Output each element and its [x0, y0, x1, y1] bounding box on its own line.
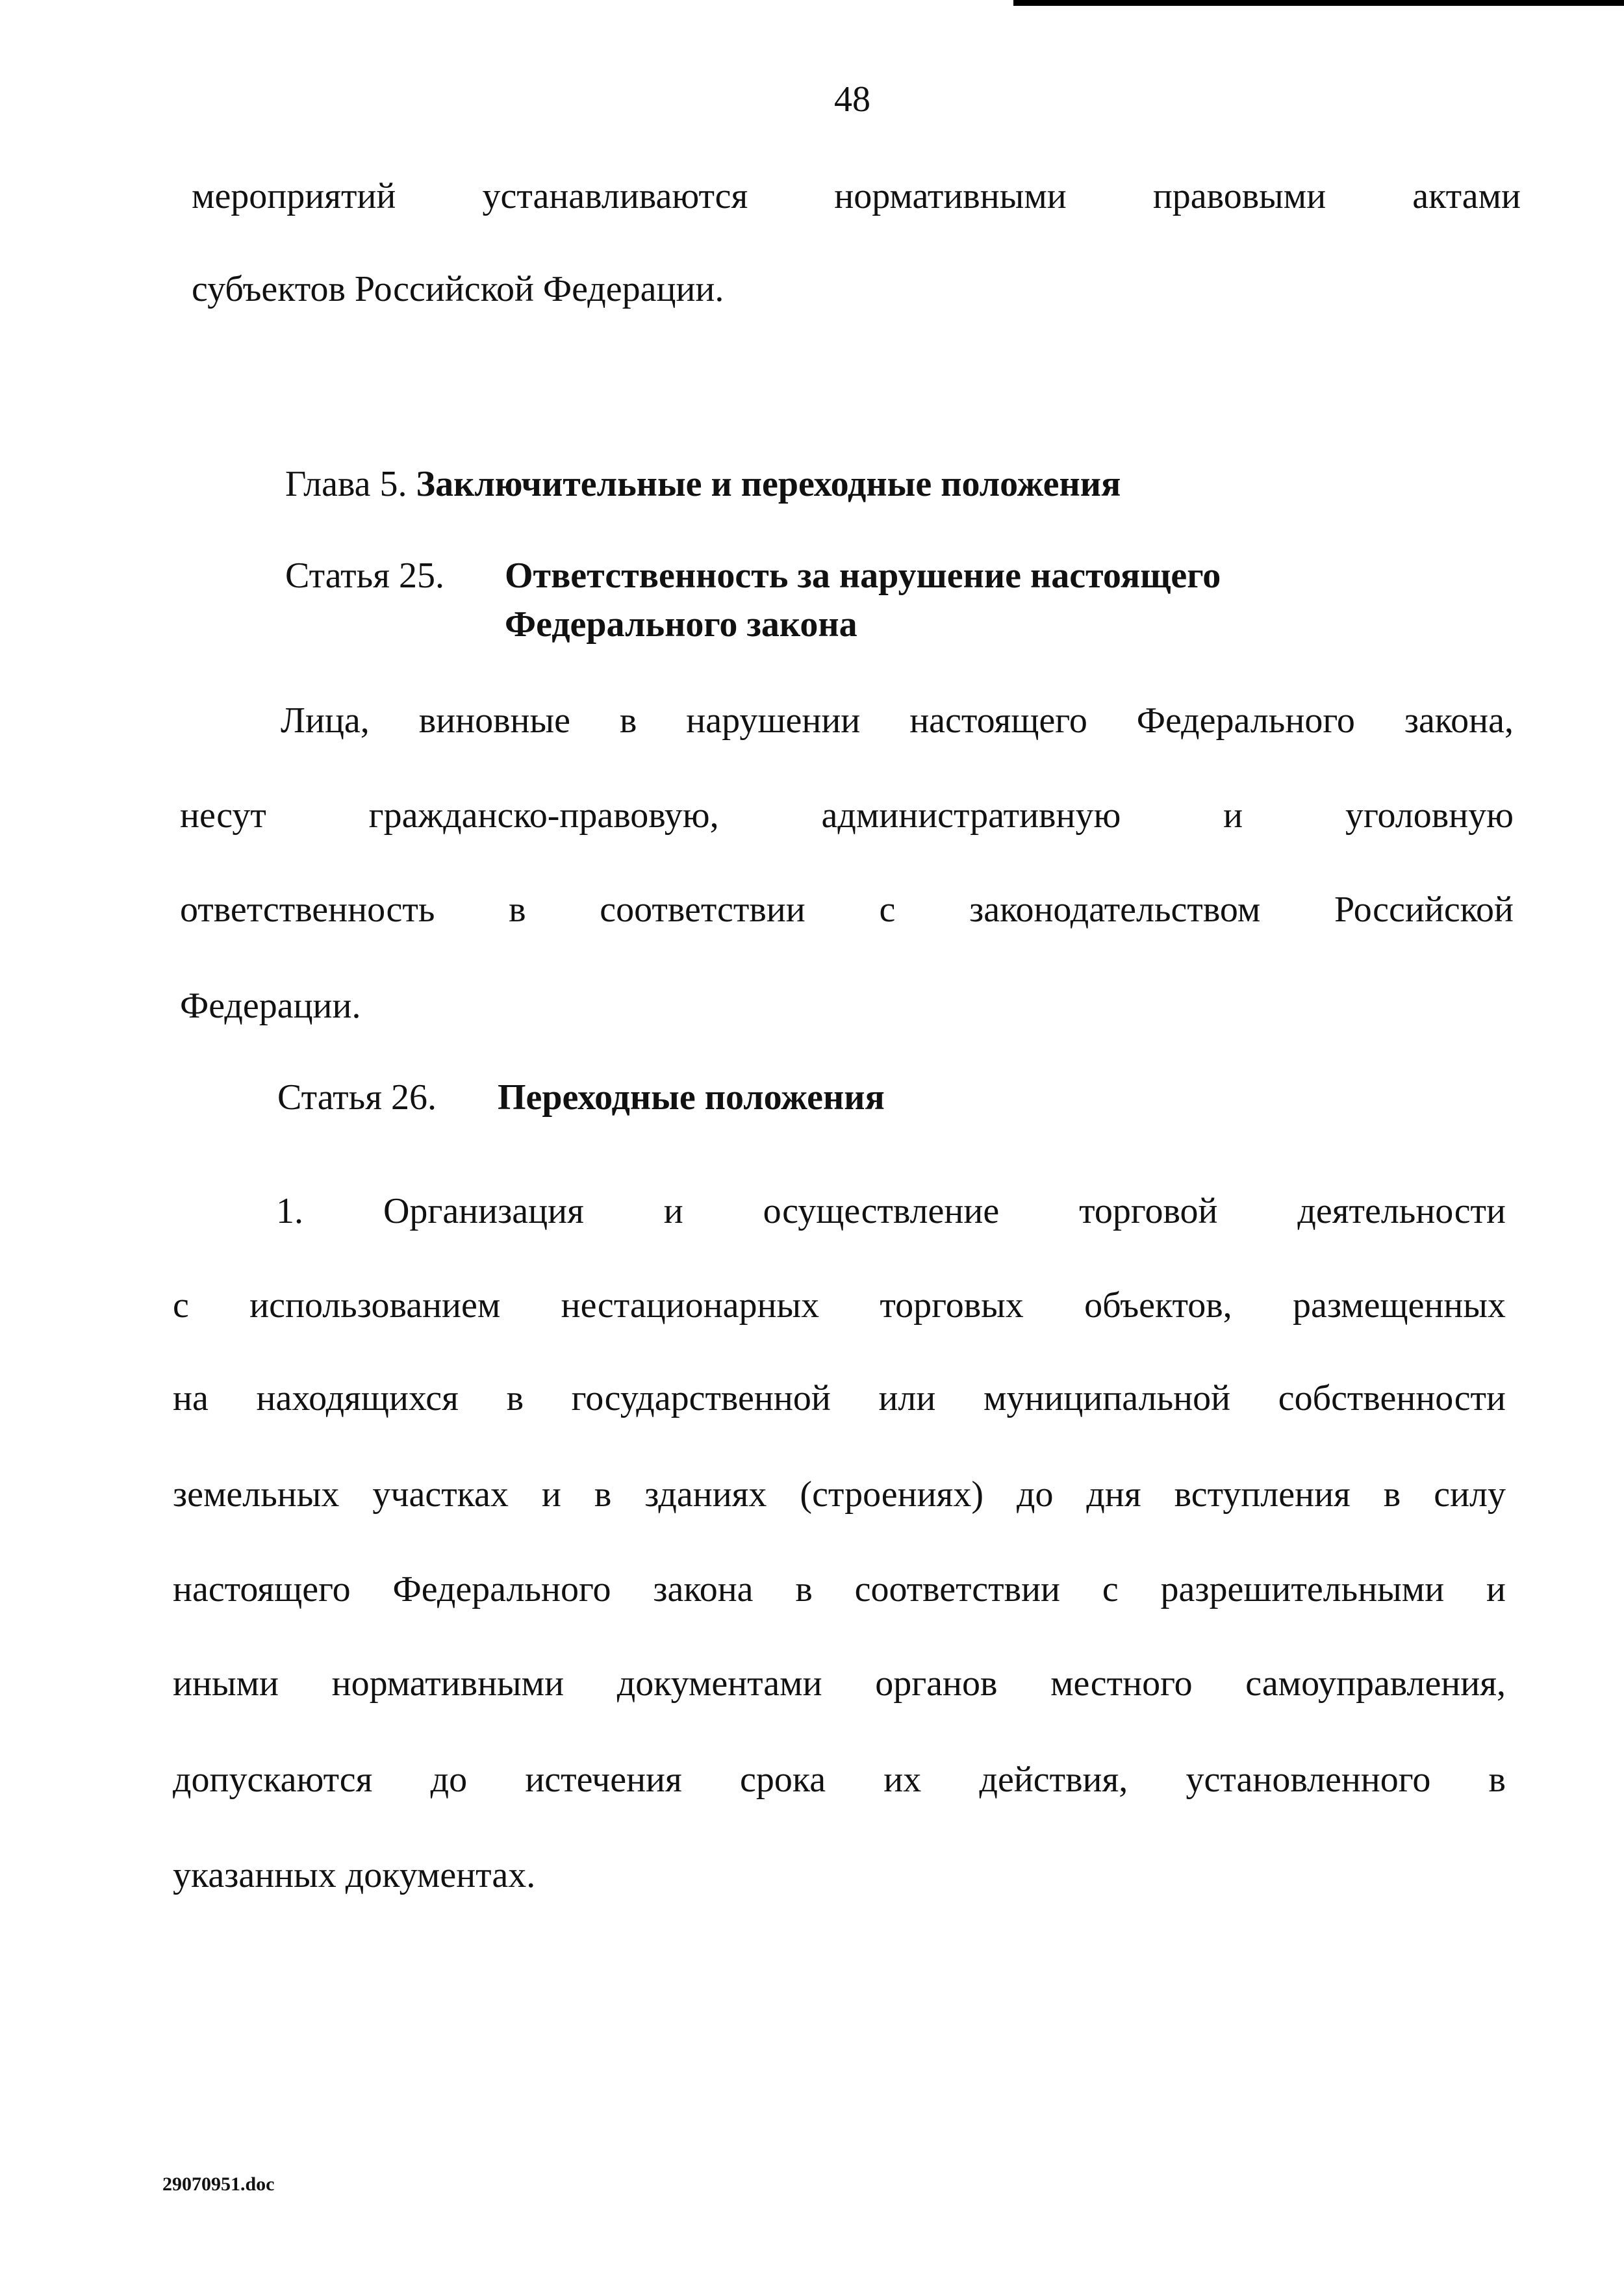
paragraph-line: субъектов Российской Федерации. — [192, 269, 724, 309]
paragraph-line: мероприятий устанавливаются нормативными правовыми актами — [192, 176, 1521, 216]
paragraph-line: ответственность в соответствии с законодательством Российской — [180, 890, 1514, 930]
paragraph-line: земельных участках и в зданиях (строениях) до дня вступления в силу — [173, 1474, 1506, 1515]
paragraph-line: Лица, виновные в нарушении настоящего Федерального закона, — [281, 700, 1514, 741]
paragraph-line: настоящего Федерального закона в соответствии с разрешительными и — [173, 1569, 1506, 1609]
scan-edge-bar — [1013, 0, 1624, 6]
article-26-label: Статья 26. — [277, 1077, 437, 1118]
chapter-label: Глава 5. — [285, 464, 407, 504]
paragraph-line: Федерации. — [180, 986, 361, 1026]
paragraph-line: 1. Организация и осуществление торговой деятельности — [276, 1191, 1506, 1231]
paragraph-line: указанных документах. — [173, 1855, 536, 1895]
article-25-title: Ответственность за нарушение настоящего — [505, 556, 1221, 596]
article-25-title-cont: Федерального закона — [505, 604, 857, 645]
page-number: 48 — [834, 79, 870, 120]
chapter-title: Заключительные и переходные положения — [416, 464, 1121, 504]
paragraph-line: иными нормативными документами органов местного самоуправления, — [173, 1663, 1506, 1704]
paragraph-line: допускаются до истечения срока их действия, установленного в — [173, 1760, 1506, 1800]
chapter-heading — [285, 461, 1121, 507]
paragraph-line: на находящихся в государственной или муниципальной собственности — [173, 1378, 1506, 1418]
paragraph-line: несут гражданско-правовую, административную и уголовную — [180, 795, 1514, 836]
article-25-label: Статья 25. — [285, 556, 444, 596]
footer-filename: 29070951.doc — [162, 2173, 275, 2195]
paragraph-line: с использованием нестационарных торговых объектов, размещенных — [173, 1285, 1506, 1326]
article-26-title: Переходные положения — [498, 1077, 885, 1118]
